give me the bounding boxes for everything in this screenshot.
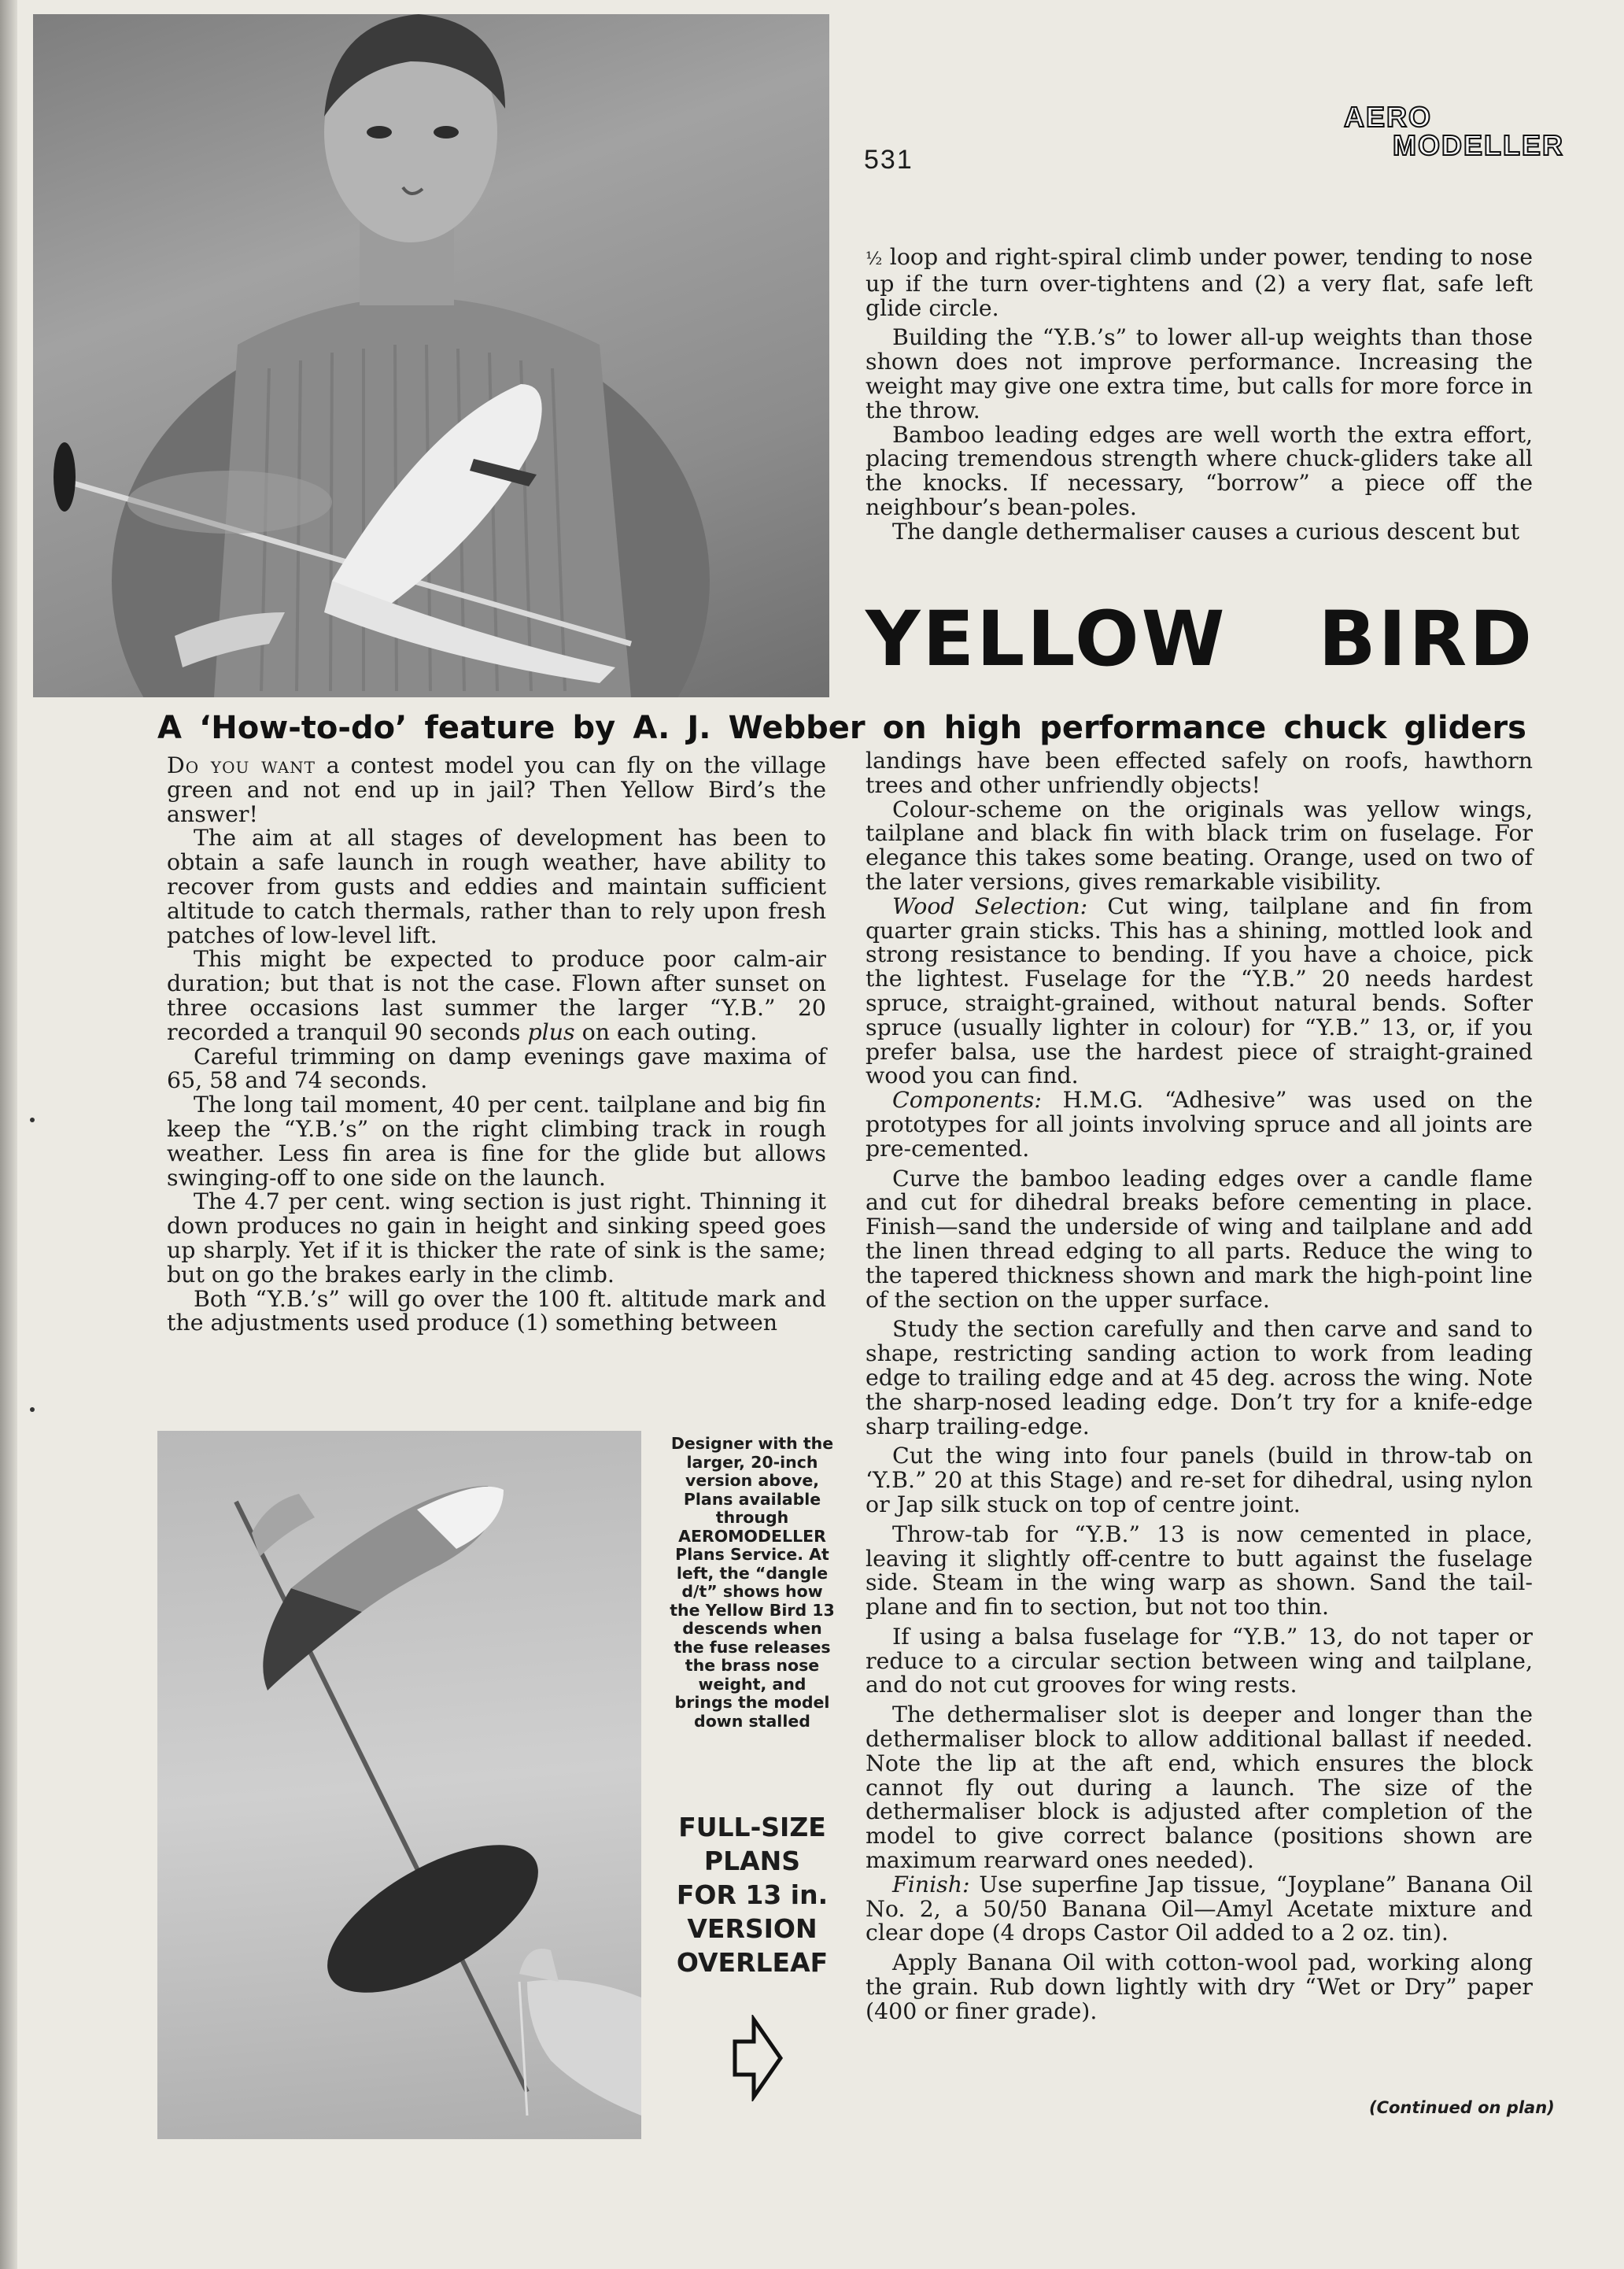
subtitle-word: on bbox=[882, 710, 927, 746]
paragraph: Building the “Y.B.’s” to lower all-up weights than those shown does not improve performance. Increasing the weight may give one extra time, but calls for more force in the throw. bbox=[866, 324, 1533, 423]
margin-mark bbox=[30, 1118, 35, 1122]
paragraph: Curve the bamboo leading edges over a candle flame and cut for dihedral breaks before cementing in place. Finish—sand the underside of wing and tailplane and add the linen thread edging to all parts. Reduce the wing to the tapered thickness shown and mark the high-point line of the section on the upper surface. bbox=[866, 1165, 1533, 1313]
subtitle-word: A bbox=[157, 710, 182, 746]
paragraph: Apply Banana Oil with cotton-wool pad, working along the grain. Rub down lightly with dry “Wet or Dry” paper (400 or finer grade). bbox=[866, 1949, 1533, 2024]
paragraph: The dethermaliser slot is deeper and longer than the dethermaliser block to allow additional ballast if needed. Note the lip at the aft end, which ensures the block cannot fly out during a launch. The size of the dethermaliser block is adjusted after completion of the model to give correct balance (positions shown are maximum rearward ones needed). bbox=[866, 1702, 1533, 1874]
caption-line: Plans Service. At bbox=[675, 1545, 829, 1564]
paragraph: The long tail moment, 40 per cent. tailplane and big fin keep the “Y.B.’s” on the right climbing track in rough weather. Less fin area is fine for the glide but allows swinging-off to one side on the launch. bbox=[167, 1092, 826, 1191]
paragraph: Cut wing, tailplane and fin from quarter grain sticks. This has a shining, mottled look and strong resistance to bending. If you have a choice, pick the lightest. Fuselage for the “Y.B.” 20 needs hardest spruce, straight-grained, without natural bends. Softer spruce (usually lighter in colour) for “Y.B.” 13, or, if you prefer balsa, use the hardest piece of straight-grained wood you can find. bbox=[866, 892, 1533, 1089]
paragraph-part: on each outing. bbox=[574, 1018, 758, 1045]
paragraph: landings have been effected safely on roofs, hawthorn trees and other unfriendly objects! bbox=[866, 748, 1533, 798]
section-label: Finish: bbox=[892, 1871, 970, 1898]
fraction: ½ bbox=[866, 249, 883, 269]
continued-note: (Continued on plan) bbox=[1369, 2098, 1555, 2117]
paragraph: a contest model you can fly on the village green and not end up in jail? Then Yellow Bird’s the answer! bbox=[167, 752, 826, 827]
plans-line: VERSION bbox=[687, 1913, 818, 1944]
caption-line: through bbox=[715, 1508, 789, 1527]
paragraph: Bamboo leading edges are well worth the extra effort, placing tremendous strength where chuck-gliders take all the knocks. If necessary, “borrow” a piece off the neighbour’s bean-poles. bbox=[866, 421, 1533, 520]
paragraph: The 4.7 per cent. wing section is just right. Thinning it down produces no gain in height and sinking speed goes up sharply. Yet if it is thicker the rate of sink is the same; but on go the brakes early in the climb. bbox=[167, 1188, 826, 1288]
plans-line: FULL-SIZE bbox=[678, 1812, 826, 1842]
plans-line: OVERLEAF bbox=[676, 1947, 829, 1978]
margin-mark bbox=[30, 1407, 35, 1412]
dangle-dt-photo-drawing bbox=[157, 1431, 641, 2139]
plans-line: FOR 13 in. bbox=[676, 1879, 829, 1910]
subtitle-word: by bbox=[572, 710, 616, 746]
caption-line: descends when bbox=[682, 1619, 822, 1638]
paragraph: Both “Y.B.’s” will go over the 100 ft. altitude mark and the adjustments used produce (1) something between bbox=[167, 1285, 826, 1336]
left-column bbox=[167, 754, 826, 1336]
caption-line: larger, 20-inch bbox=[686, 1452, 818, 1472]
subtitle-word: J. bbox=[687, 710, 711, 746]
caption-line: brings the model bbox=[674, 1693, 830, 1712]
logo-line-2: MODELLER bbox=[1393, 129, 1564, 161]
dangle-dt-photo bbox=[157, 1431, 641, 2139]
right-arrow-icon bbox=[730, 2015, 785, 2101]
lead-in: Do you want bbox=[167, 752, 316, 778]
paragraph: Cut the wing into four panels (build in throw-tab on ‘Y.B.” 20 at this Stage) and re-set for dihedral, using nylon or Jap silk stuck on top of centre joint. bbox=[866, 1443, 1533, 1517]
plans-line: PLANS bbox=[703, 1846, 801, 1876]
page-edge-shadow bbox=[0, 0, 17, 2269]
paragraph: Colour-scheme on the originals was yellow wings, tailplane and black fin with black trim on fuselage. For elegance this takes some beating. Orange, used on two of the later versions, gives remarkable visibility. bbox=[866, 796, 1533, 895]
caption-line: version above, bbox=[685, 1471, 820, 1490]
subtitle-word: feature bbox=[424, 710, 555, 746]
subtitle-word: Webber bbox=[728, 710, 866, 746]
page-number: 531 bbox=[864, 145, 914, 175]
subtitle-word: performance bbox=[1039, 710, 1267, 746]
paragraph: Use superfine Jap tissue, “Joyplane” Banana Oil No. 2, a 50/50 Banana Oil—Amyl Acetate mixture and clear dope (4 drops Castor Oil added to a 2 oz. tin). bbox=[866, 1871, 1533, 1946]
paragraph: H.M.G. “Adhesive” was used on the prototypes for all joints involving spruce and all joints are pre-cemented. bbox=[866, 1087, 1533, 1162]
paragraph: The aim at all stages of development has been to obtain a safe launch in rough weather, have ability to recover from gusts and eddies and maintain sufficient altitude to catch thermals, rather than to rely upon fresh patches of low-level lift. bbox=[167, 825, 826, 948]
paragraph: Careful trimming on damp evenings gave maxima of 65, 58 and 74 seconds. bbox=[167, 1043, 826, 1094]
paragraph-part: This might be expected to produce poor calm-air duration; but that is not the case. Flown after sunset on three occasions last summer the larger “Y.B.” 20 recorded a tranquil 90 seconds bbox=[167, 946, 826, 1045]
subtitle-word: ‘How-to-do’ bbox=[199, 710, 408, 746]
headline-word-1: YELLOW bbox=[866, 595, 1227, 683]
plans-notice bbox=[669, 1810, 836, 1979]
right-column bbox=[866, 749, 1533, 2024]
headline bbox=[866, 595, 1534, 682]
subtitle-word: gliders bbox=[1404, 710, 1526, 746]
caption-line: left, the “dangle bbox=[676, 1563, 829, 1583]
caption-line: d/t” shows how bbox=[681, 1582, 823, 1601]
subtitle-word: high bbox=[943, 710, 1023, 746]
designer-photo bbox=[33, 14, 829, 697]
logo-line-1: AERO bbox=[1344, 101, 1433, 133]
section-label: Wood Selection: bbox=[892, 892, 1088, 919]
caption-line: Plans available bbox=[683, 1489, 821, 1509]
caption-line: the brass nose bbox=[685, 1656, 820, 1675]
paragraph: Throw-tab for “Y.B.” 13 is now cemented in place, leaving it slightly off-centre to butt against the fuselage side. Steam in the wing warp as shown. Sand the tail-plane and fin to section, but not too thin. bbox=[866, 1521, 1533, 1620]
section-label: Components: bbox=[892, 1087, 1042, 1114]
magazine-logo bbox=[1336, 101, 1564, 167]
subtitle-word: chuck bbox=[1283, 710, 1387, 746]
photo-caption bbox=[669, 1435, 836, 1731]
paragraph: If using a balsa fuselage for “Y.B.” 13, do not taper or reduce to a circular section between wing and tailplane, and do not cut grooves for wing rests. bbox=[866, 1623, 1533, 1698]
top-right-column bbox=[866, 246, 1533, 545]
headline-word-2: BIRD bbox=[1318, 595, 1534, 683]
caption-line: weight, and bbox=[698, 1674, 806, 1694]
paragraph: The dangle dethermaliser causes a curious descent but bbox=[892, 518, 1520, 545]
caption-line: the fuse releases bbox=[674, 1637, 831, 1657]
paragraph-italic: plus bbox=[527, 1018, 575, 1045]
subtitle bbox=[157, 710, 1526, 746]
paragraph: loop and right-spiral climb under power, tending to nose up if the turn over-tightens and (2) a very flat, safe left glide circle. bbox=[866, 244, 1533, 321]
subtitle-word: A. bbox=[633, 710, 670, 746]
caption-line: AEROMODELLER bbox=[678, 1526, 826, 1546]
designer-photo-drawing bbox=[33, 14, 829, 697]
caption-line: down stalled bbox=[694, 1711, 810, 1731]
caption-line: Designer with the bbox=[670, 1434, 834, 1453]
caption-line: the Yellow Bird 13 bbox=[670, 1600, 835, 1620]
paragraph: Study the section carefully and then carve and sand to shape, restricting sanding action to work from leading edge to trailing edge and at 45 deg. across the wing. Note the sharp-nosed leading edge. Don’t try for a knife-edge sharp trailing-edge. bbox=[866, 1316, 1533, 1439]
